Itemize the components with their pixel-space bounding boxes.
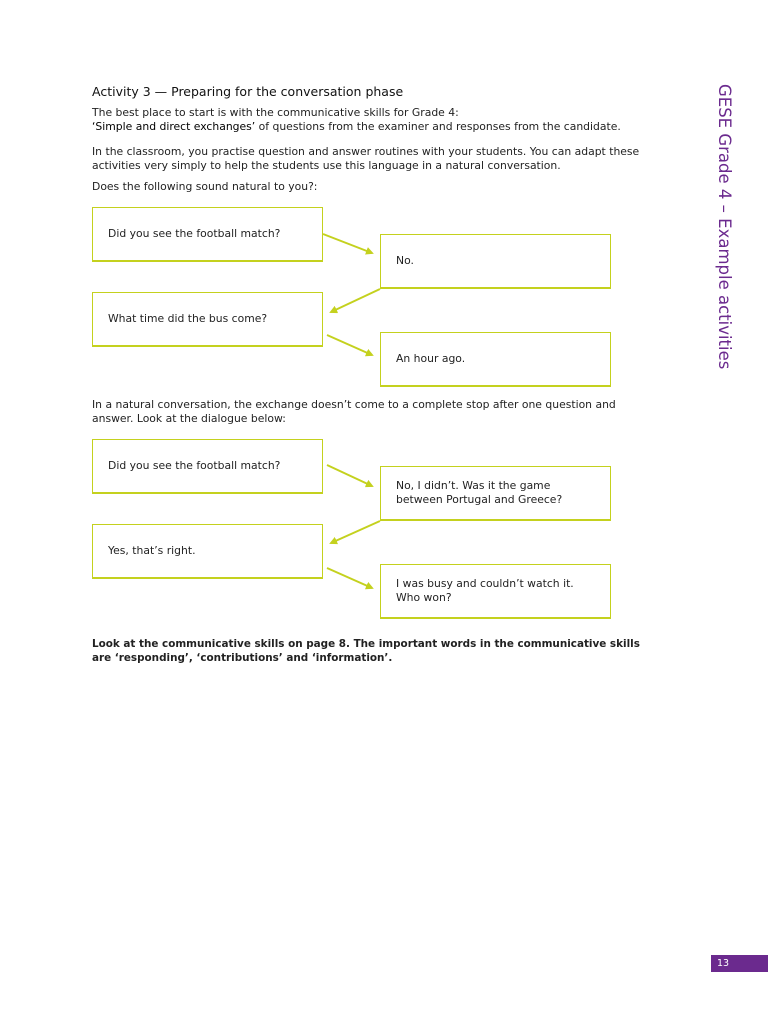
dialogue1-box-3	[92, 292, 323, 347]
dialogue2-box-3	[92, 524, 323, 579]
dialogue1-box-2	[380, 234, 611, 289]
dialogue1-text-1: Did you see the football match?	[108, 227, 281, 240]
dialogue1-box-1	[92, 207, 323, 262]
intro-paragraph	[92, 106, 652, 134]
dialogue2-text-2: No, I didn’t. Was it the game between Portugal and Greece?	[396, 479, 563, 506]
arrow-right-3	[327, 465, 372, 486]
arrow-left-2	[331, 521, 380, 543]
practise-paragraph: In the classroom, you practise question and answer routines with your students. You can adapt these activities very simply to help the students use this language in a natural conversation.	[92, 145, 640, 172]
question-paragraph: Does the following sound natural to you?:	[92, 180, 318, 193]
side-section-title: GESE Grade 4 – Example activities	[715, 84, 734, 370]
closing-paragraph: Look at the communicative skills on page 8. The important words in the communicative skills are ‘responding’, ‘contributions’ and ‘information’.	[92, 638, 640, 664]
dialogue2-box-4	[380, 564, 611, 619]
dialogue2-text-1: Did you see the football match?	[108, 459, 281, 472]
arrow-right-4	[327, 568, 372, 588]
dialogue1-box-4	[380, 332, 611, 387]
dialogue1-text-4: An hour ago.	[396, 352, 466, 365]
activity-heading: Activity 3 — Preparing for the conversation phase	[92, 84, 404, 99]
dialogue2-text-3: Yes, that’s right.	[108, 544, 196, 557]
intro-quote: ‘Simple and direct exchanges’	[92, 120, 256, 133]
dialogue1-text-2: No.	[396, 254, 414, 267]
page-number: 13	[711, 955, 768, 972]
intro-line2-rest: of questions from the examiner and responses from the candidate.	[255, 120, 621, 133]
dialogue1-text-3: What time did the bus come?	[108, 312, 268, 325]
dialogue2-text-4: I was busy and couldn’t watch it. Who won?	[396, 577, 574, 604]
dialogue2-box-2	[380, 466, 611, 521]
intro-line1: The best place to start is with the communicative skills for Grade 4:	[92, 106, 459, 119]
arrow-right-1	[323, 234, 372, 253]
arrow-right-2	[327, 335, 372, 355]
arrow-left-1	[331, 289, 380, 312]
dialogue2-box-1	[92, 439, 323, 494]
middle-paragraph: In a natural conversation, the exchange doesn’t come to a complete stop after one question and answer. Look at the dialogue below:	[92, 398, 616, 425]
